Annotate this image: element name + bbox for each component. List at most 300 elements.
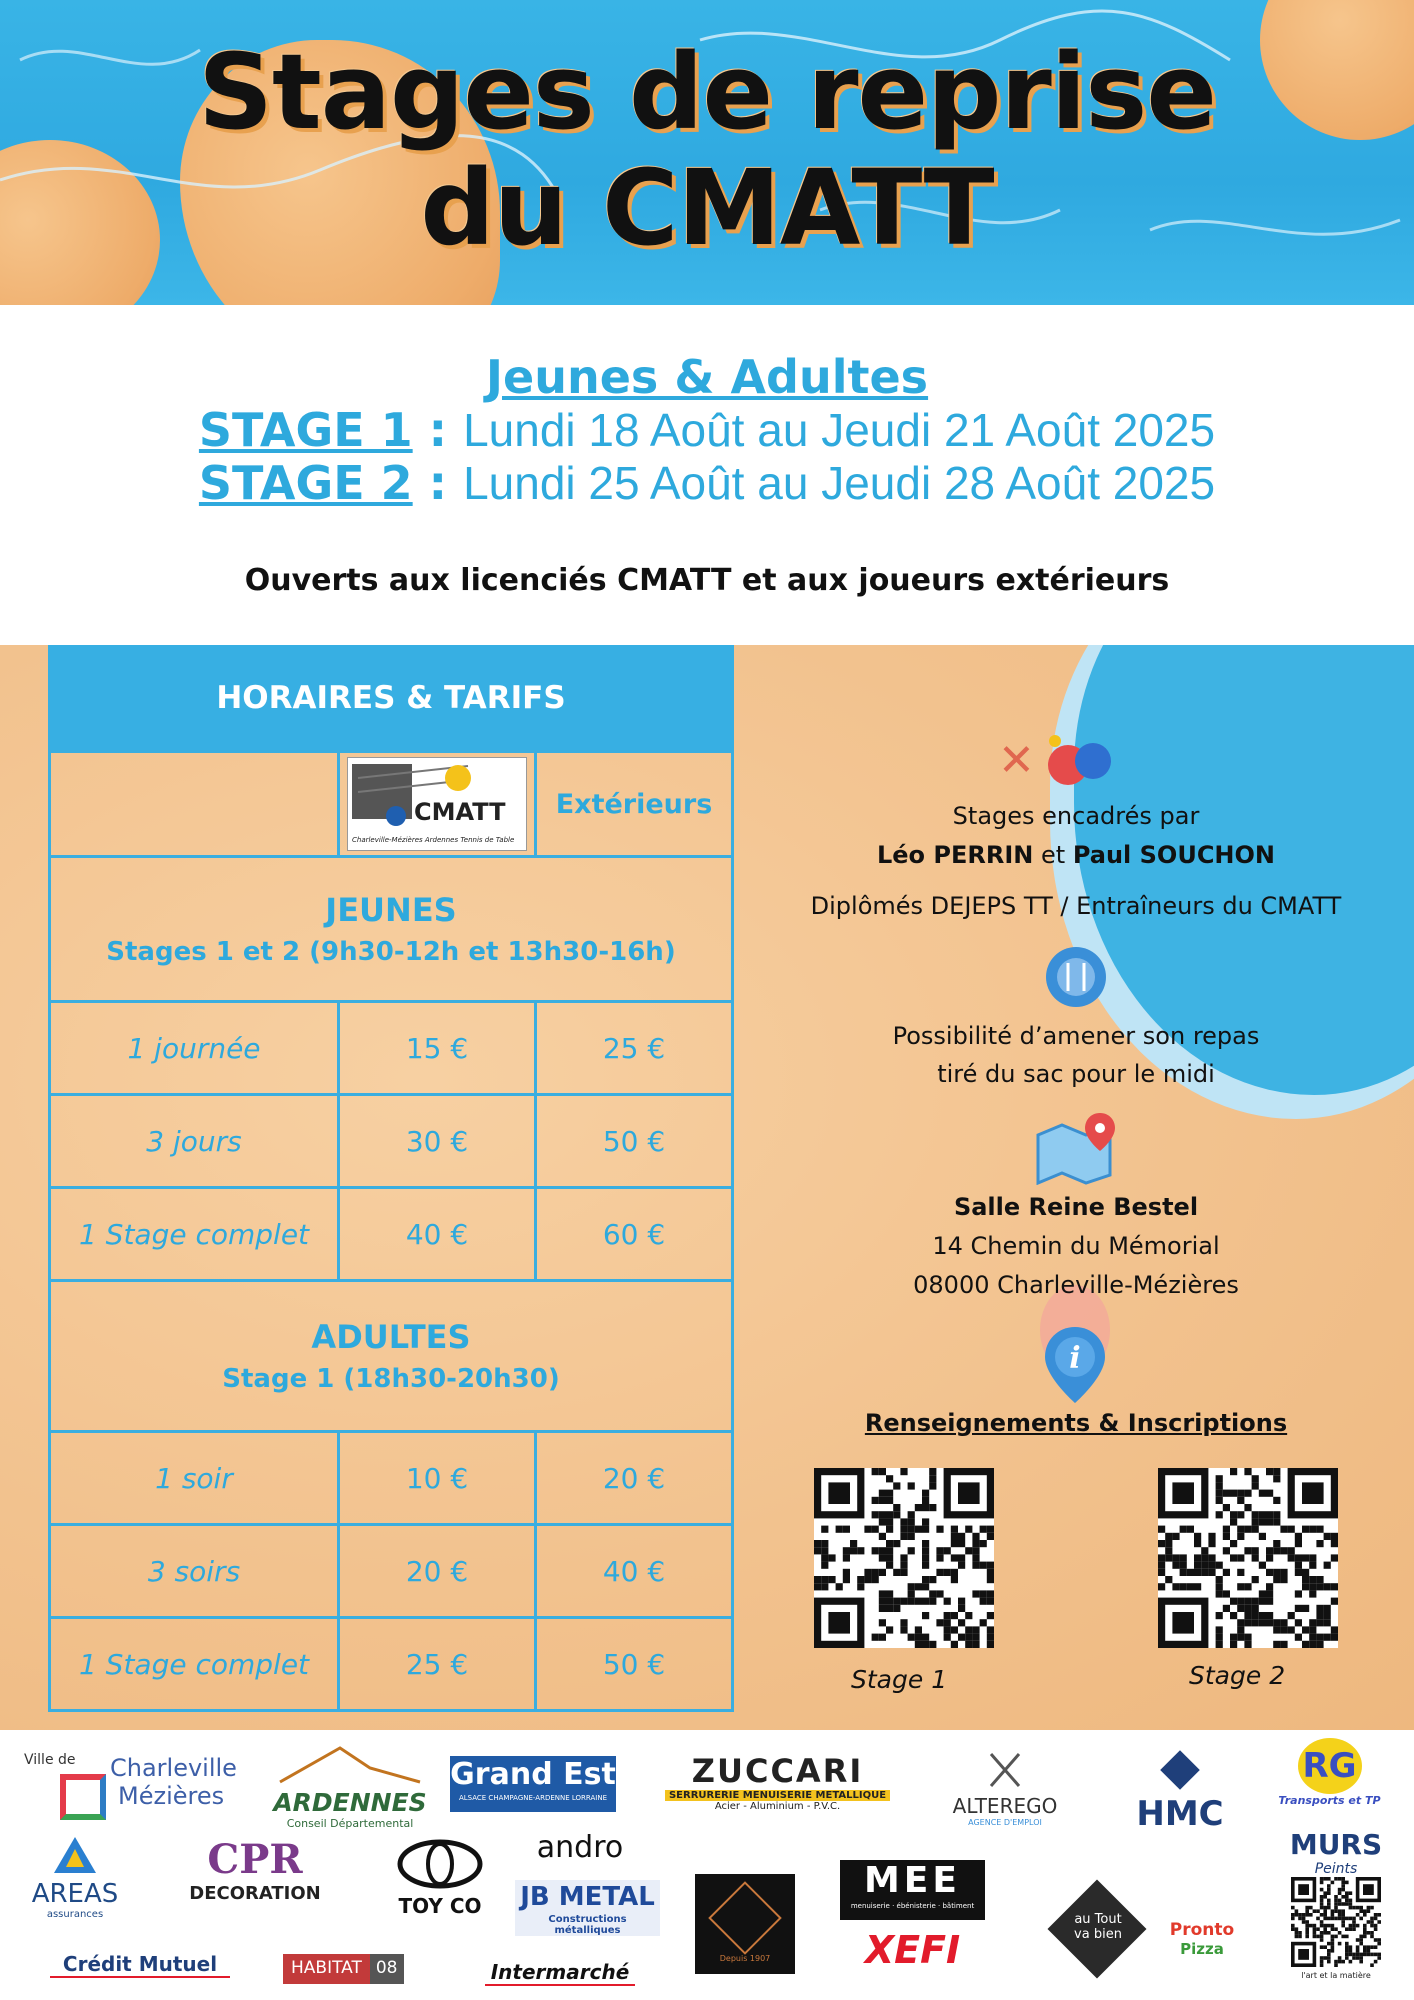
cmatt-logo [347,757,527,851]
qr-module [1345,1953,1349,1957]
qr-module [958,1598,965,1605]
qr-module [1356,1906,1360,1910]
qr-module [1370,1931,1374,1935]
qr-module [857,1576,864,1583]
jeunes-title: JEUNES [325,891,457,929]
qr-module [1309,1906,1313,1910]
qr-module [1320,1924,1324,1928]
qr-module [1331,1942,1335,1946]
col-header-exterieurs: Extérieurs [534,750,734,858]
qr-module [951,1526,958,1533]
meal-info-line1: Possibilité d’amener son repas [892,1022,1260,1050]
qr-module [850,1547,857,1554]
qr-module [1316,1641,1323,1648]
pronto-name: Pronto [1169,1920,1235,1940]
qr-module [944,1547,951,1554]
stage2-label: STAGE 2 [198,456,413,510]
qr-module [944,1569,951,1576]
qr-module [1172,1533,1179,1540]
qr-module [1208,1540,1215,1547]
qr-module [1320,1881,1324,1885]
qr-module [879,1619,886,1626]
qr-module [1316,1909,1320,1913]
qr-module [1320,1920,1324,1924]
qr-module [908,1590,915,1597]
qr-label-stage1: Stage 1 [851,1665,948,1694]
qr-module [1266,1511,1273,1518]
qr-module [1295,1533,1302,1540]
ardennes-sub: Conseil Départemental [286,1817,414,1830]
qr-module [958,1605,965,1612]
qr-module [1252,1598,1259,1605]
qr-module [1252,1576,1259,1583]
qr-module [1323,1917,1327,1921]
qr-module [821,1547,828,1554]
qr-module [1356,1924,1360,1928]
qr-module [886,1562,893,1569]
qr-module [1291,1917,1295,1921]
qr-module [951,1569,958,1576]
jeunes-row-label: 1 Stage complet [48,1186,340,1282]
qr-module [1305,1913,1309,1917]
qr-module [1230,1641,1237,1648]
qr-module [1252,1605,1259,1612]
qr-module [1298,1917,1302,1921]
qr-module [922,1497,929,1504]
qr-module [1359,1909,1363,1913]
qr-module [1305,1906,1309,1910]
rg-sub: Transports et TP [1278,1794,1381,1807]
qr-module [1158,1526,1165,1533]
qr-module [1352,1924,1356,1928]
qr-module [1237,1598,1244,1605]
qr-module [951,1641,958,1648]
qr-module [1345,1927,1349,1931]
qr-module [1237,1497,1244,1504]
qr-module [886,1590,893,1597]
qr-module [1259,1518,1266,1525]
qr-module [1187,1583,1194,1590]
qr-module [879,1511,886,1518]
areas-sub: assurances [46,1909,104,1920]
qr-module [1273,1540,1280,1547]
qr-module [1320,1895,1324,1899]
mee-sub: menuiserie · ébénisterie · bâtiment [850,1902,975,1910]
qr-module [1288,1547,1295,1554]
adultes-subtitle: Stage 1 (18h30-20h30) [222,1364,560,1394]
qr-module [1305,1920,1309,1924]
qr-module [843,1569,850,1576]
qr-module [1327,1884,1331,1888]
qr-module [965,1626,972,1633]
qr-module [1295,1935,1299,1939]
qr-module [1323,1877,1327,1881]
qr-module [972,1562,979,1569]
qr-module [987,1641,994,1648]
qr-module [1305,1931,1309,1935]
venue-name: Salle Reine Bestel [953,1193,1199,1221]
qr-module [1349,1960,1353,1964]
qr-module [864,1569,871,1576]
qr-module [1309,1526,1316,1533]
qr-module [1259,1612,1266,1619]
qr-module [1316,1927,1320,1931]
qr-module [1280,1576,1287,1583]
qr-module [1377,1956,1381,1960]
qr-module [958,1562,965,1569]
jeunes-row-cmatt-price: 15 € [337,1000,537,1096]
qr-module [951,1612,958,1619]
qr-module [1316,1540,1323,1547]
qr-module [1363,1927,1367,1931]
qr-module [857,1547,864,1554]
qr-finder-pattern [828,1612,850,1634]
qr-module [872,1576,879,1583]
sponsor-creditmutuel-logo [50,1952,230,1982]
zuccari-sub: SERRURERIE MENUISERIE METALLIQUE [665,1790,890,1801]
zuccari-name: ZUCCARI [691,1752,864,1790]
qr-module [900,1468,907,1475]
qr-module [1316,1526,1323,1533]
qr-module [1194,1533,1201,1540]
qr-module [1359,1956,1363,1960]
qr-module [915,1634,922,1641]
qr-module [1298,1913,1302,1917]
qr-module [1359,1953,1363,1957]
qr-module [900,1554,907,1561]
qr-module [1331,1540,1338,1547]
qr-module [1334,1927,1338,1931]
qr-module [1309,1641,1316,1648]
qr-module [1194,1583,1201,1590]
qr-module [886,1626,893,1633]
audience-text: Jeunes & Adultes [485,350,929,404]
qr-module [1334,1902,1338,1906]
qr-module [1331,1634,1338,1641]
sponsor-hmc-logo [1125,1750,1235,1834]
qr-module [1180,1562,1187,1569]
qr-module [1377,1938,1381,1942]
qr-module [857,1583,864,1590]
qr-module [1323,1945,1327,1949]
qr-module [1237,1634,1244,1641]
qr-module [1324,1605,1331,1612]
qr-module [1252,1554,1259,1561]
qr-module [922,1634,929,1641]
qr-module [1313,1935,1317,1939]
qr-module [1302,1917,1306,1921]
qr-module [1266,1518,1273,1525]
qr-module [1273,1468,1280,1475]
qr-module [900,1569,907,1576]
qr-module [836,1583,843,1590]
jeunes-row-cmatt-price: 30 € [337,1093,537,1189]
qr-module [1230,1598,1237,1605]
qr-module [1291,1906,1295,1910]
qr-module [1309,1924,1313,1928]
zuccari-sub-2: Acier - Aluminium - P.V.C. [714,1801,841,1812]
qr-module [1244,1504,1251,1511]
qr-module [936,1569,943,1576]
qr-module [879,1634,886,1641]
qr-module [922,1598,929,1605]
qr-module [1216,1482,1223,1489]
qr-module [1230,1511,1237,1518]
qr-module [1341,1913,1345,1917]
qr-module [1237,1583,1244,1590]
cmatt-logo-cell [337,750,537,858]
qr-module [965,1634,972,1641]
qr-module [1309,1913,1313,1917]
qr-module [1280,1626,1287,1633]
qr-module [1295,1590,1302,1597]
qr-module [1252,1619,1259,1626]
qr-module [1230,1518,1237,1525]
qr-module [1334,1935,1338,1939]
qr-module [929,1482,936,1489]
qr-module [1280,1526,1287,1533]
adultes-row-ext-price: 20 € [534,1430,734,1526]
qr-module [1165,1576,1172,1583]
stage1-dates: Lundi 18 Août au Jeudi 21 Août 2025 [463,404,1216,456]
qr-module [1323,1931,1327,1935]
qr-module [1334,1906,1338,1910]
qr-module [886,1605,893,1612]
qr-module [1194,1562,1201,1569]
qr-module [929,1468,936,1475]
sponsor-alterego-logo [950,1750,1060,1830]
qr-module [1323,1913,1327,1917]
qr-module [1244,1605,1251,1612]
sponsor-ardennes-logo [270,1744,430,1834]
qr-module [980,1590,987,1597]
qr-code-stage1[interactable] [814,1468,994,1648]
cmatt-logo-text: CMATT [414,798,506,826]
qr-module [1316,1619,1323,1626]
qr-module [1320,1960,1324,1964]
qr-module [1158,1540,1165,1547]
qr-module [1244,1547,1251,1554]
qr-module [1244,1583,1251,1590]
qr-module [987,1569,994,1576]
qr-module [1259,1619,1266,1626]
qr-module [1349,1899,1353,1903]
qr-module [908,1526,915,1533]
qr-module [1237,1605,1244,1612]
qr-module [915,1504,922,1511]
qr-module [836,1526,843,1533]
qr-module [915,1526,922,1533]
qr-module [1349,1917,1353,1921]
map-pin-icon [1030,1113,1120,1185]
qr-module [872,1634,879,1641]
qr-module [1309,1554,1316,1561]
qr-module [879,1605,886,1612]
qr-module [958,1619,965,1626]
qr-module [1327,1953,1331,1957]
sponsor-toyota-logo [395,1838,485,1928]
qr-module [1338,1942,1342,1946]
qr-module [1187,1526,1194,1533]
qr-module [987,1634,994,1641]
qr-module [1331,1949,1335,1953]
qr-module [1331,1554,1338,1561]
sponsor-toutvabien-logo [1048,1888,1148,1978]
qr-module [900,1598,907,1605]
qr-code-stage2[interactable] [1158,1468,1338,1648]
qr-module [1302,1641,1309,1648]
qr-module [1223,1569,1230,1576]
coaches-diplomas: Diplômés DEJEPS TT / Entraîneurs du CMATT [810,892,1342,920]
intermarche-name: Intermarché [485,1960,635,1986]
qr-module [1223,1547,1230,1554]
coach-name-1: Léo PERRIN [876,841,1034,869]
qr-module [900,1626,907,1633]
qr-module [893,1504,900,1511]
qr-module [1266,1569,1273,1576]
qr-module [944,1626,951,1633]
qr-module [944,1598,951,1605]
stage2-line [0,456,1414,510]
qr-module [944,1634,951,1641]
qr-module [1302,1576,1309,1583]
qr-module [1370,1920,1374,1924]
qr-module [1331,1927,1335,1931]
qr-module [1320,1945,1324,1949]
qr-module [1295,1540,1302,1547]
qr-module [1165,1533,1172,1540]
qr-module [879,1598,886,1605]
qr-module [980,1540,987,1547]
qr-module [1302,1554,1309,1561]
qr-module [1316,1576,1323,1583]
qr-module [1349,1924,1353,1928]
qr-module [915,1641,922,1648]
qr-module [1320,1877,1324,1881]
qr-module [1374,1924,1378,1928]
qr-module [987,1598,994,1605]
qr-module [1327,1877,1331,1881]
dates-section [0,305,1414,645]
sponsor-habitat-logo [283,1954,418,1984]
adultes-row-label: 1 Stage complet [48,1616,340,1712]
qr-module [929,1475,936,1482]
qr-module [1273,1475,1280,1482]
cpr-sub: DECORATION [189,1883,321,1904]
qr-module [1165,1554,1172,1561]
qr-finder-pattern [1302,1482,1324,1504]
qr-module [987,1590,994,1597]
qr-module [1298,1931,1302,1935]
qr-module [908,1583,915,1590]
qr-module [1201,1547,1208,1554]
qr-module [1295,1927,1299,1931]
qr-module [1273,1518,1280,1525]
qr-module [1320,1938,1324,1942]
ardennes-name: ARDENNES [273,1788,427,1817]
qr-module [1324,1533,1331,1540]
qr-module [1345,1956,1349,1960]
sponsor-murs-logo [1275,1828,1397,1996]
qr-module [1327,1956,1331,1960]
qr-module [908,1634,915,1641]
qr-module [879,1497,886,1504]
qr-module [1324,1562,1331,1569]
qr-module [1323,1927,1327,1931]
qr-module [1273,1641,1280,1648]
qr-module [1165,1547,1172,1554]
qr-module [922,1583,929,1590]
qr-module [944,1619,951,1626]
qr-module [922,1641,929,1648]
qr-module [987,1626,994,1633]
qr-module [1374,1960,1378,1964]
sponsor-grandest-logo [450,1756,616,1812]
qr-module [900,1562,907,1569]
qr-module [1349,1945,1353,1949]
adultes-row-label: 1 soir [48,1430,340,1526]
sponsor-rg-logo [1272,1738,1387,1818]
adultes-row-ext-price: 50 € [534,1616,734,1712]
jbmetal-name: JB METAL [520,1882,655,1912]
qr-module [958,1634,965,1641]
qr-module [1374,1913,1378,1917]
qr-module [1302,1526,1309,1533]
qr-module [900,1518,907,1525]
qr-module [1273,1619,1280,1626]
creditmutuel-name: Crédit Mutuel [50,1952,230,1978]
murs-qr-code [1291,1877,1381,1967]
qr-module [1266,1590,1273,1597]
pronto-sub: Pizza [1180,1940,1224,1958]
qr-module [1352,1927,1356,1931]
qr-module [1237,1554,1244,1561]
qr-module [1370,1945,1374,1949]
qr-module [987,1533,994,1540]
jeunes-row-label: 3 jours [48,1093,340,1189]
svg-text:✕: ✕ [998,735,1035,786]
qr-module [1316,1583,1323,1590]
qr-module [1194,1540,1201,1547]
qr-module [929,1576,936,1583]
qr-module [929,1504,936,1511]
qr-module [886,1497,893,1504]
sponsor-xefi-logo [840,1928,985,1974]
poster-title-line2: du CMATT [420,147,994,269]
qr-module [1324,1583,1331,1590]
qr-module [1377,1913,1381,1917]
qr-module [1273,1626,1280,1633]
qr-module [1327,1960,1331,1964]
jeunes-row-label: 1 journée [48,1000,340,1096]
qr-module [965,1547,972,1554]
qr-module [1158,1554,1165,1561]
qr-module [1237,1569,1244,1576]
qr-module [1327,1931,1331,1935]
qr-module [1338,1913,1342,1917]
qr-module [1252,1547,1259,1554]
rg-name: RG [1298,1738,1362,1794]
xefi-name: XEFI [864,1928,961,1972]
qr-module [915,1583,922,1590]
qr-module [821,1554,828,1561]
qr-module [922,1562,929,1569]
qr-module [1194,1554,1201,1561]
qr-module [1316,1634,1323,1641]
qr-module [1370,1953,1374,1957]
qr-module [1208,1569,1215,1576]
qr-module [1259,1533,1266,1540]
